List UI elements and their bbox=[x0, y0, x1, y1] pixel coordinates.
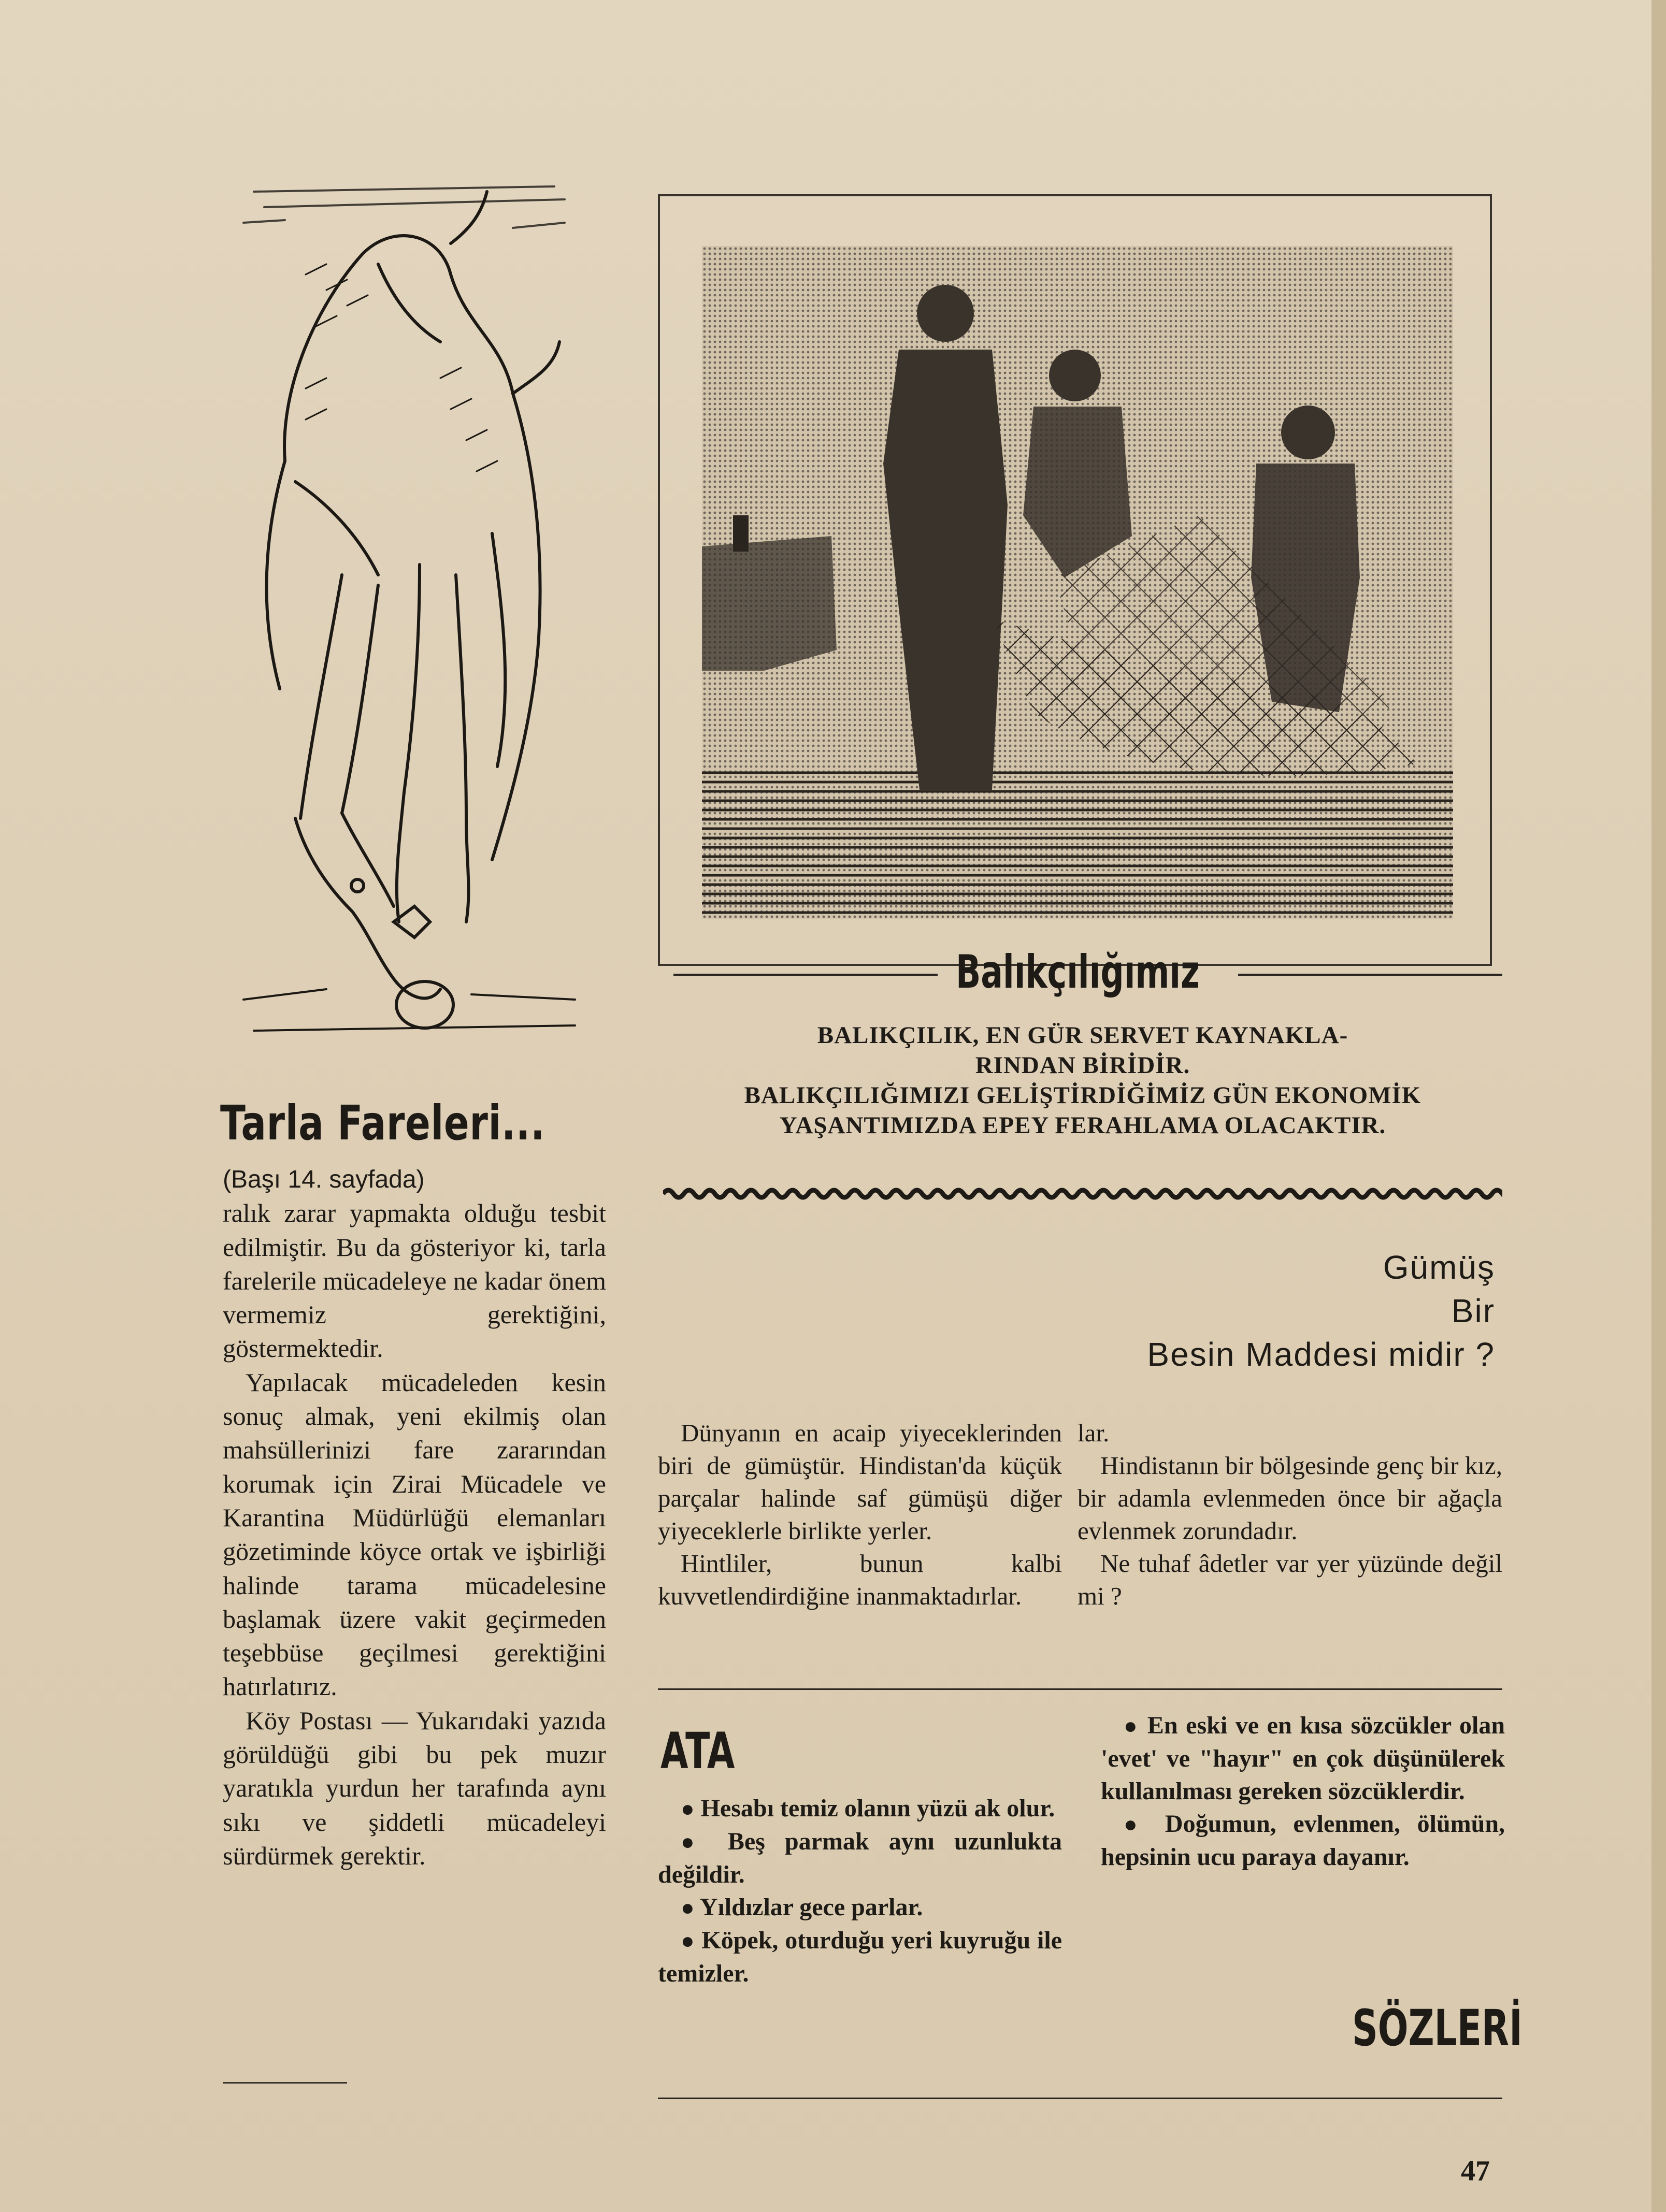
left-paragraph: Köy Postası — Yukarıdaki yazıda görüldüğü gibi bu pek muzır yaratıkla yurdun her tarafında aynı sıkı ve şiddetli mücadeleyi sürdürmek gerektir. bbox=[223, 1705, 606, 1870]
proverb-text: Beş parmak aynı uzunlukta değildir. bbox=[658, 1828, 1062, 1888]
proverb-text: Doğumun, evlenmen, ölümün, hepsinin ucu paraya dayanır. bbox=[1101, 1810, 1505, 1871]
proverb bbox=[1101, 1709, 1505, 1808]
subtitle-line: RINDAN BİRİDİR. bbox=[975, 1052, 1190, 1079]
title-rule-right bbox=[1238, 974, 1502, 976]
gumus-paragraph: lar. bbox=[1078, 1419, 1110, 1447]
divider bbox=[223, 2082, 347, 2084]
wavy-divider bbox=[663, 1183, 1502, 1204]
gumus-column-1 bbox=[658, 1416, 1062, 1612]
proverb bbox=[658, 1891, 1062, 1924]
left-paragraph: Yapılacak mücadeleden kesin sonuç almak, yeni ekilmiş olan mahsüllerinizi fare zararından korumak için Zirai Mücadele ve Karantina Müdürlüğü elemanları gözetiminde köyce ortak ve işbirliği halinde tarama mücadelesine başlamak üzere vakit geçirmeden teşebbüse geçilmesi gerektiğini hatırlatırız. bbox=[223, 1367, 606, 1701]
proverb-text: Hesabı temiz olanın yüzü ak olur. bbox=[700, 1795, 1055, 1822]
title-rule-left bbox=[673, 974, 938, 976]
bullet-icon: ● bbox=[681, 1796, 695, 1821]
left-paragraph: ralık zarar yapmakta olduğu tesbit edilmiştir. Bu da gösteriyor ki, tarla farelerile mücadeleye ne kadar önem vermemiz gerektiğini, göstermektedir. bbox=[223, 1198, 606, 1363]
gumus-paragraph: Hindistanın bir bölgesinde genç bir kız, bir adamla evlenmeden önce bir ağaçla evlenmek zorundadır. bbox=[1078, 1451, 1502, 1545]
ata-title: ATA bbox=[660, 1722, 735, 1780]
proverb bbox=[1101, 1808, 1505, 1873]
gumus-paragraph: Ne tuhaf âdetler var yer yüzünde değil mi ? bbox=[1078, 1549, 1502, 1610]
balikcilik-title: Balıkçılığımız bbox=[956, 945, 1200, 999]
proverb bbox=[658, 1792, 1062, 1825]
bullet-icon: ● bbox=[1124, 1812, 1148, 1837]
bullet-icon: ● bbox=[1124, 1713, 1140, 1739]
tarla-fareleri-body bbox=[223, 1163, 606, 1873]
gumus-title-line: Besin Maddesi midir ? bbox=[1147, 1336, 1495, 1373]
divider bbox=[658, 2098, 1502, 2099]
proverb-text: En eski ve en kısa sözcükler olan 'evet' ve "hayır" en çok düşünülerek kullanılması gereken sözcüklerdir. bbox=[1101, 1712, 1505, 1805]
proverb-text: Yıldızlar gece parlar. bbox=[699, 1893, 923, 1921]
bullet-icon: ● bbox=[681, 1829, 708, 1855]
proverb bbox=[658, 1924, 1062, 1990]
gumus-column-2 bbox=[1078, 1416, 1502, 1612]
proverb-text: Köpek, oturduğu yeri kuyruğu ile temizler. bbox=[658, 1927, 1062, 1987]
balikcilik-subtitle bbox=[648, 1020, 1518, 1140]
gumus-paragraph: Hintliler, bunun kalbi kuvvetlendirdiğine inanmaktadırlar. bbox=[658, 1549, 1062, 1610]
continued-from-note: (Başı 14. sayfada) bbox=[223, 1166, 425, 1193]
gumus-title-line: Gümüş bbox=[1383, 1249, 1495, 1286]
bullet-icon: ● bbox=[681, 1928, 695, 1954]
tarla-fareleri-title: Tarla Fareleri... bbox=[220, 1095, 545, 1151]
page-edge bbox=[1651, 0, 1666, 2212]
proverb bbox=[658, 1825, 1062, 1891]
page-number: 47 bbox=[1461, 2155, 1490, 2187]
ata-column-1 bbox=[658, 1792, 1062, 1990]
fishermen-photo bbox=[702, 246, 1453, 919]
subtitle-line: YAŞANTIMIZDA EPEY FERAHLAMA OLACAKTIR. bbox=[779, 1112, 1386, 1139]
gumus-title-line: Bir bbox=[1451, 1292, 1495, 1329]
divider bbox=[658, 1688, 1502, 1690]
camel-illustration bbox=[223, 171, 580, 1051]
ata-column-2 bbox=[1101, 1709, 1505, 1873]
subtitle-line: BALIKÇILIĞIMIZI GELİŞTİRDİĞİMİZ GÜN EKONOMİK bbox=[744, 1082, 1421, 1109]
sozleri-title: SÖZLERİ bbox=[1352, 1999, 1523, 2057]
gumus-title bbox=[1147, 1246, 1495, 1376]
bullet-icon: ● bbox=[681, 1895, 695, 1920]
subtitle-line: BALIKÇILIK, EN GÜR SERVET KAYNAKLA- bbox=[817, 1022, 1348, 1049]
gumus-paragraph: Dünyanın en acaip yiyeceklerinden biri de gümüştür. Hindistan'da küçük parçalar halinde saf gümüşü diğer yiyeceklerle birlikte yerler. bbox=[658, 1419, 1062, 1545]
